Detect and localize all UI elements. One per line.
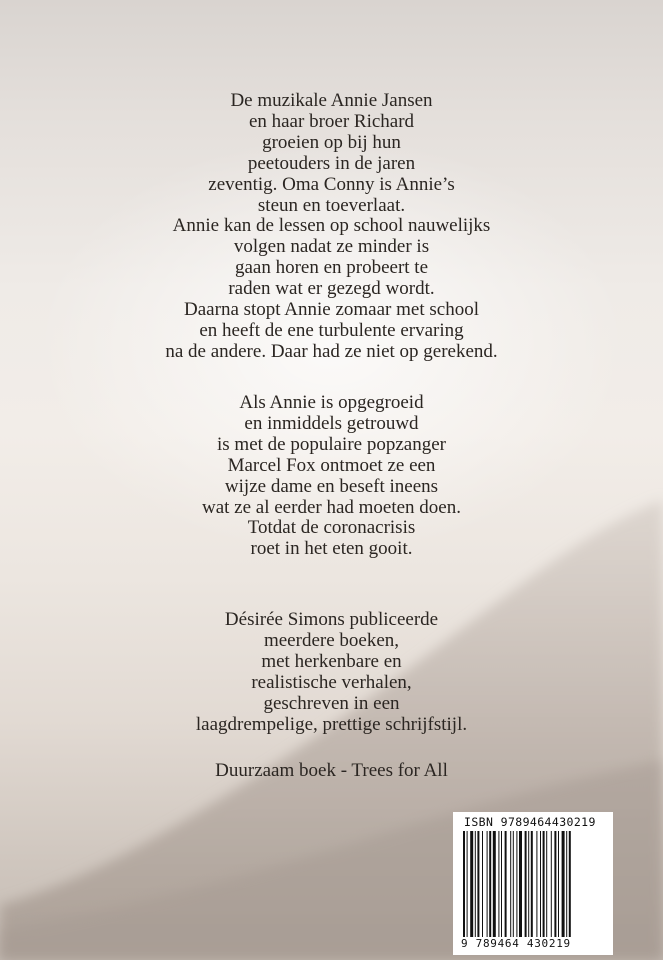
author-bio-line: Désirée Simons publiceerde — [224, 609, 439, 630]
author-bio-line: met herkenbare en — [261, 650, 402, 672]
synopsis-paragraph-2-line: is met de populaire popzanger — [217, 433, 446, 455]
synopsis-paragraph-2 — [0, 393, 663, 560]
synopsis-paragraph-1-line: groeien op bij hun — [262, 131, 401, 153]
synopsis-paragraph-2-line: Als Annie is opgegroeid — [239, 392, 424, 413]
author-bio-line: laagdrempelige, prettige schrijfstijl. — [195, 713, 468, 735]
author-bio-paragraph — [0, 610, 663, 735]
synopsis-paragraph-1-line: raden wat er gezegd wordt. — [228, 278, 435, 300]
sustainability-note-text: Duurzaam boek - Trees for All — [215, 760, 448, 781]
synopsis-paragraph-1-line: zeventig. Oma Conny is Annie’s — [208, 173, 455, 195]
synopsis-paragraph-2-line: en inmiddels getrouwd — [244, 412, 419, 434]
isbn-barcode — [453, 812, 613, 955]
synopsis-paragraph-1-line: Annie kan de lessen op school nauwelijks — [172, 215, 491, 237]
synopsis-paragraph-2-line: Marcel Fox ontmoet ze een — [227, 454, 436, 476]
synopsis-paragraph-2-line: roet in het eten gooit. — [250, 538, 413, 560]
synopsis-paragraph-1 — [0, 91, 663, 363]
synopsis-paragraph-1-line: en heeft de ene turbulente ervaring — [199, 319, 464, 341]
synopsis-paragraph-1-line: na de andere. Daar had ze niet op gerekend. — [165, 340, 498, 362]
synopsis-paragraph-1-line: en haar broer Richard — [248, 110, 415, 132]
synopsis-paragraph-1-line: gaan horen en probeert te — [234, 257, 429, 279]
synopsis-paragraph-1-line: steun en toeverlaat. — [257, 194, 406, 216]
barcode-bars — [463, 831, 605, 937]
author-bio-line: realistische verhalen, — [251, 671, 412, 693]
synopsis-paragraph-1-line: volgen nadat ze minder is — [233, 236, 430, 258]
synopsis-paragraph-2-line: wijze dame en beseft ineens — [224, 475, 439, 497]
isbn-label: ISBN 9789464430219 — [464, 815, 596, 829]
synopsis-paragraph-2-line: wat ze al eerder had moeten doen. — [201, 496, 461, 518]
author-bio-line: meerdere boeken, — [263, 629, 400, 651]
barcode-digits: 9 789464 430219 — [461, 937, 571, 950]
author-bio-line: geschreven in een — [263, 692, 400, 714]
synopsis-paragraph-1-line: De muzikale Annie Jansen — [230, 90, 433, 111]
sustainability-note — [0, 761, 663, 782]
synopsis-paragraph-2-line: Totdat de coronacrisis — [247, 517, 416, 539]
synopsis-paragraph-1-line: peetouders in de jaren — [247, 152, 416, 174]
synopsis-paragraph-1-line: Daarna stopt Annie zomaar met school — [184, 299, 479, 321]
